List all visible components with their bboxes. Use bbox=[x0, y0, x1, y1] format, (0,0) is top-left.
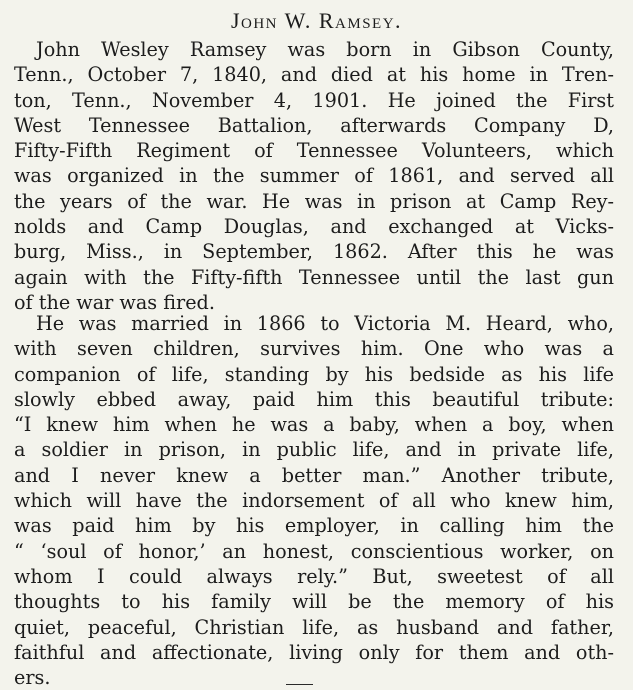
text-line: whom I could always rely.” But, sweetest of all bbox=[14, 564, 614, 588]
text-line: Tenn., October 7, 1840, and died at his home in Tren- bbox=[14, 63, 614, 87]
paragraph-biography bbox=[14, 37, 614, 315]
text-line: faithful and affectionate, living only for them and oth- bbox=[14, 640, 614, 664]
text-line: companion of life, standing by his bedside as his life bbox=[14, 362, 614, 386]
text-line: “I knew him when he was a baby, when a boy, when bbox=[14, 413, 614, 437]
text-line: again with the Fifty-fifth Tennessee until the last gun bbox=[14, 265, 614, 289]
section-divider bbox=[286, 684, 313, 685]
text-line: was paid him by his employer, in calling him the bbox=[14, 514, 614, 538]
text-line: was organized in the summer of 1861, and served all bbox=[14, 164, 614, 188]
text-line: John Wesley Ramsey was born in Gibson County, bbox=[36, 38, 614, 61]
text-line: ton, Tenn., November 4, 1901. He joined the First bbox=[14, 88, 614, 112]
text-line: West Tennessee Battalion, afterwards Company D, bbox=[14, 113, 614, 137]
paragraph-family-tribute bbox=[14, 311, 614, 690]
text-line: of the war was fired. bbox=[14, 290, 215, 314]
text-line: Fifty-Fifth Regiment of Tennessee Volunteers, which bbox=[14, 139, 614, 163]
text-line: the years of the war. He was in prison at Camp Rey- bbox=[14, 189, 614, 213]
text-line: a soldier in prison, in public life, and in private life, bbox=[14, 438, 614, 462]
text-line: quiet, peaceful, Christian life, as husband and father, bbox=[14, 615, 614, 639]
article-title: John W. Ramsey. bbox=[230, 8, 403, 33]
text-line: burg, Miss., in September, 1862. After this he was bbox=[14, 240, 614, 264]
text-line: thoughts to his family will be the memory of his bbox=[14, 590, 614, 614]
text-line: slowly ebbed away, paid him this beautiful tribute: bbox=[14, 387, 614, 411]
text-line: He was married in 1866 to Victoria M. Heard, who, bbox=[36, 312, 614, 335]
text-line: which will have the indorsement of all who knew him, bbox=[14, 489, 614, 513]
text-line: and I never knew a better man.” Another tribute, bbox=[14, 463, 614, 487]
text-line: ers. bbox=[14, 666, 51, 690]
text-line: with seven children, survives him. One who was a bbox=[14, 337, 614, 361]
text-line: “ ‘soul of honor,’ an honest, conscientious worker, on bbox=[14, 539, 614, 563]
text-line: nolds and Camp Douglas, and exchanged at Vicks- bbox=[14, 215, 614, 239]
